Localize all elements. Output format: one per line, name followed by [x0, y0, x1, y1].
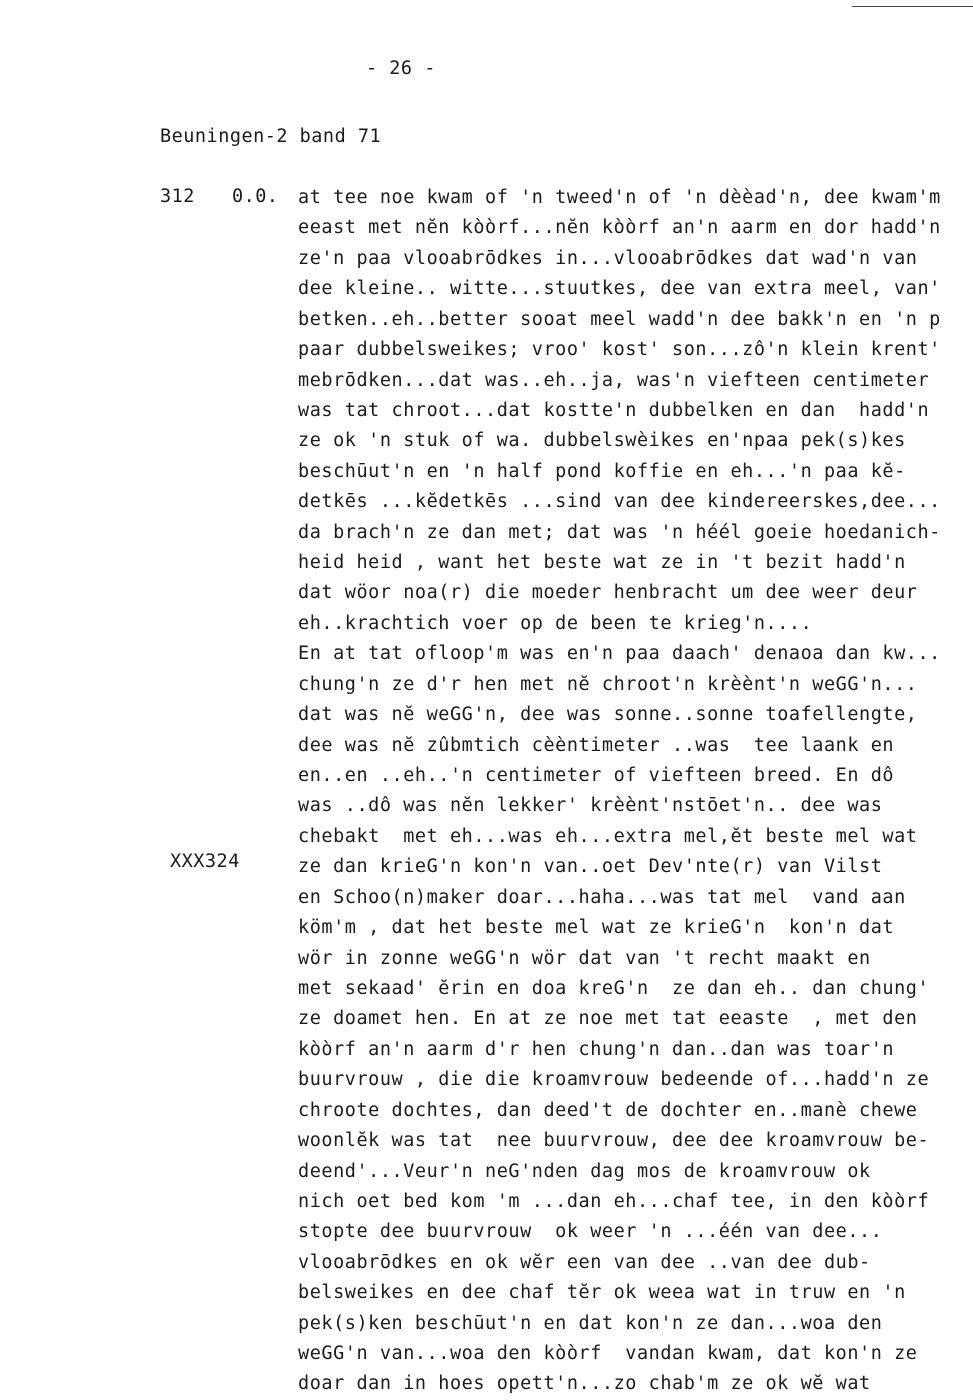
transcript-line: deend'...Veur'n neG'nden dag mos de kroamvrouw ok — [298, 1160, 871, 1182]
transcript-line: buurvrouw , die die kroamvrouw bedeende of...hadd'n ze — [298, 1069, 930, 1091]
line-number-324: XXX324 — [170, 851, 240, 872]
transcript-line: wör in zonne weGG'n wör dat van 't recht maakt en — [298, 947, 871, 969]
transcript-line: ze'n paa vlooabrōdkes in...vlooabrōdkes dat wad'n van — [298, 247, 918, 269]
transcript-line: eeast met nĕn kòòrf...nĕn kòòrf an'n aarm en dor hadd'n — [298, 217, 941, 239]
transcript-line: En at tat ofloop'm was en'n paa daach' denaoa dan kw... — [298, 643, 941, 665]
transcript-line: en..en ..eh..'n centimeter of viefteen breed. En dô — [298, 765, 895, 787]
transcript-body — [298, 183, 973, 1400]
speaker-label: 0.0. — [232, 186, 279, 207]
transcript-line: eh..krachtich voer op de been te krieg'n.... — [298, 612, 813, 634]
transcript-line: doar dan in hoes opett'n...zo chab'm ze ok wĕ wat — [298, 1373, 871, 1395]
transcript-line: chung'n ze d'r hen met nĕ chroot'n krèènt'n weGG'n... — [298, 673, 918, 695]
transcript-line: dee kleine.. witte...stuutkes, dee van extra meel, van' — [298, 278, 941, 300]
transcript-line: heid heid , want het beste wat ze in 't bezit hadd'n — [298, 552, 906, 574]
transcript-line: vlooabrōdkes en ok wĕr een van dee ..van dee dub- — [298, 1251, 871, 1273]
transcript-line: belsweikes en dee chaf tĕr ok weea wat in truw en 'n — [298, 1282, 906, 1304]
transcript-line: köm'm , dat het beste mel wat ze krieG'n kon'n dat — [298, 917, 895, 939]
transcript-line: chebakt met eh...was eh...extra mel,ĕt beste mel wat — [298, 825, 918, 847]
transcript-line: beschūut'n en 'n half pond koffie en eh...'n paa kĕ- — [298, 460, 906, 482]
transcript-line: en Schoo(n)maker doar...haha...was tat mel vand aan — [298, 886, 906, 908]
transcript-line: was tat chroot...dat kostte'n dubbelken en dan hadd'n — [298, 399, 930, 421]
transcript-line: stopte dee buurvrouw ok weer 'n ...één van dee... — [298, 1221, 883, 1243]
transcript-line: woonlĕk was tat nee buurvrouw, dee dee kroamvrouw be- — [298, 1130, 930, 1152]
document-header: Beuningen-2 band 71 — [160, 126, 382, 147]
line-number-312: 312 — [160, 186, 195, 207]
transcript-line: ze doamet hen. En at ze noe met tat eeaste , met den — [298, 1008, 918, 1030]
transcript-line: dee was nĕ zûbmtich cèèntimeter ..was tee laank en — [298, 734, 895, 756]
transcript-line: pek(s)ken beschūut'n en dat kon'n ze dan...woa den — [298, 1312, 883, 1334]
transcript-line: was ..dô was nĕn lekker' krèènt'nstōet'n.. dee was — [298, 795, 883, 817]
transcript-line: at tee noe kwam of 'n tweed'n of 'n dèèad'n, dee kwam'm — [298, 187, 941, 208]
transcript-line: dat wöor noa(r) die moeder henbracht um dee weer deur — [298, 582, 918, 604]
transcript-line: met sekaad' ĕrin en doa kreG'n ze dan eh.. dan chung' — [298, 977, 930, 999]
transcript-line: ze dan krieG'n kon'n van..oet Dev'nte(r) van Vilst — [298, 856, 883, 878]
top-rule — [852, 6, 973, 7]
transcript-line: betken..eh..better sooat meel wadd'n dee bakk'n en 'n p — [298, 308, 941, 330]
page-number: - 26 - — [366, 58, 436, 79]
transcript-line: nich oet bed kom 'm ...dan eh...chaf tee, in den kòòrf — [298, 1190, 930, 1212]
transcript-line: kòòrf an'n aarm d'r hen chung'n dan..dan was toar'n — [298, 1038, 895, 1060]
transcript-line: paar dubbelsweikes; vroo' kost' son...zô'n klein krent' — [298, 339, 941, 361]
transcript-line: dat was nĕ weGG'n, dee was sonne..sonne toafellengte, — [298, 704, 918, 726]
transcript-line: mebrōdken...dat was..eh..ja, was'n viefteen centimeter — [298, 369, 930, 391]
transcript-line: ze ok 'n stuk of wa. dubbelswèikes en'npaa pek(s)kes — [298, 430, 906, 452]
transcript-line: chroote dochtes, dan deed't de dochter en..manè chewe — [298, 1099, 918, 1121]
transcript-line: da brach'n ze dan met; dat was 'n héél goeie hoedanich- — [298, 521, 941, 543]
transcript-line: detkēs ...kĕdetkēs ...sind van dee kindereerskes,dee... — [298, 491, 941, 513]
transcript-line: weGG'n van...woa den kòòrf vandan kwam, dat kon'n ze — [298, 1343, 918, 1365]
